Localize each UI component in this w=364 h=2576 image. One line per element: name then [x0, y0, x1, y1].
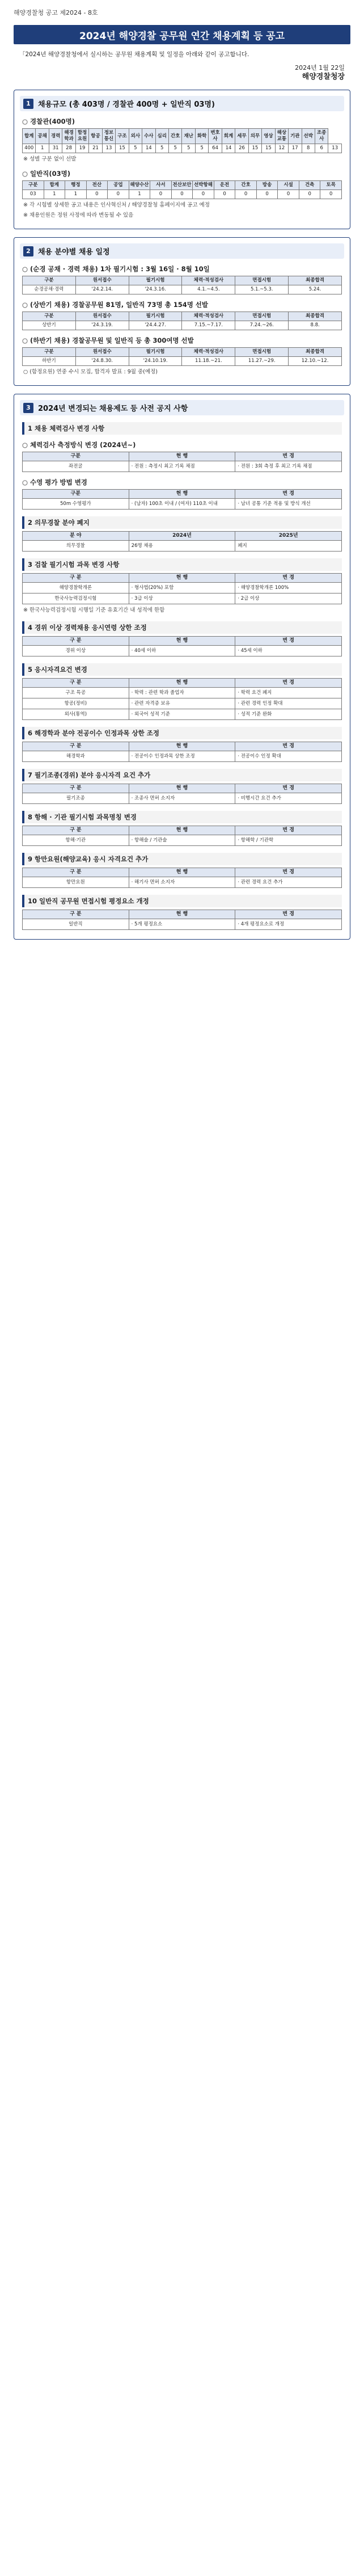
table-header-cell: 기관	[289, 129, 302, 144]
table-cell: 26	[235, 144, 248, 153]
table-cell: 0	[320, 190, 342, 199]
table-cell: · 조종사 면허 소지자	[129, 793, 235, 804]
table-header-cell: 구분	[23, 181, 44, 190]
table-header-cell: 선박	[302, 129, 315, 144]
table-cell: 0	[193, 190, 214, 199]
change-item-9-table	[22, 868, 342, 888]
table-header-cell: 행정	[65, 181, 87, 190]
change-item-7-table	[22, 784, 342, 804]
section-changes	[14, 394, 350, 940]
change-item-8-table	[22, 826, 342, 846]
table-header-cell: 체력·적성검사	[182, 312, 235, 321]
change-item-1b-table	[22, 489, 342, 510]
table-cell: · 전공이수 인정 확대	[235, 751, 342, 762]
table-header-cell: 수사	[142, 129, 155, 144]
table-header-cell: 현 행	[129, 637, 235, 646]
table-header-cell: 세무	[235, 129, 248, 144]
table-header-cell: 정보통신	[102, 129, 115, 144]
table-cell: 14	[222, 144, 235, 153]
table-cell: · 항해학 / 기관학	[235, 835, 342, 846]
table-header-cell: 화학	[195, 129, 208, 144]
table-header-cell: 체력·적성검사	[182, 348, 235, 357]
table-header-cell: 구 분	[23, 574, 129, 583]
table-header-cell: 경력	[49, 129, 62, 144]
general-note-2: ※ 채용인원은 정원 사정에 따라 변동될 수 있음	[23, 212, 134, 218]
table-header-cell: 선박항해	[193, 181, 214, 190]
table-cell: 0	[150, 190, 172, 199]
table-cell: 항공(정비)	[23, 698, 129, 709]
table-header-cell: 면접시험	[235, 276, 289, 285]
table-cell: 03	[23, 190, 44, 199]
table-header-cell: 현 행	[129, 826, 235, 835]
table-cell: · 4개 평정요소로 개정	[235, 919, 342, 930]
table-cell: 5	[155, 144, 168, 153]
table-header-cell: 원서접수	[75, 348, 129, 357]
table-cell: 400	[23, 144, 36, 153]
table-cell: · 관련 자격증 보유	[129, 698, 235, 709]
table-cell: 구조 특공	[23, 688, 129, 698]
table-cell: 좌전굴	[23, 461, 129, 472]
table-header-cell: 간호	[235, 181, 257, 190]
table-cell: · 전공이수 인정과목 상한 조정	[129, 751, 235, 762]
table-cell: 경위 이상	[23, 646, 129, 656]
table-header-cell: 현 행	[129, 868, 235, 877]
date-block	[19, 64, 345, 82]
table-header-cell: 구 분	[23, 742, 129, 751]
table-cell: · 형사법(20%) 포함	[129, 583, 235, 594]
police-note: ※ 성별 구분 없이 선발	[23, 156, 77, 162]
table-header-cell: 면접시험	[235, 348, 289, 357]
issuing-org: 해양경찰청장	[302, 73, 345, 81]
change-item-1-title: 1 채용 체력검사 변경 사항	[22, 422, 342, 435]
table-cell: 4.1.~4.5.	[182, 285, 235, 294]
table-cell: 0	[171, 190, 193, 199]
table-header-cell: 필기시험	[129, 312, 182, 321]
change-item-1a: ○ 체력검사 측정방식 변경 (2024년~)	[22, 441, 136, 449]
table-header-cell: 변호사	[209, 129, 222, 144]
table-header-cell: 필기시험	[129, 276, 182, 285]
table-cell: 8.8.	[289, 321, 342, 330]
change-item-4-table	[22, 636, 342, 656]
section-number: 3	[23, 403, 33, 413]
table-header-cell: 현 행	[129, 574, 235, 583]
table-cell: 폐지	[235, 541, 342, 552]
table-cell: 0	[235, 190, 257, 199]
police-subtitle: ○ 경찰관(400명)	[22, 117, 75, 125]
table-cell: · 40세 이하	[129, 646, 235, 656]
table-cell: 하반기	[23, 357, 76, 366]
table-header-cell: 해경학과	[62, 129, 75, 144]
table-header-cell: 구 분	[23, 679, 129, 688]
table-cell: · (남자) 100초 이내 / (여자) 110초 이내	[129, 499, 235, 510]
table-cell: 15	[262, 144, 275, 153]
change-item-4-title: 4 경위 이상 경력채용 응시연령 상한 조정	[22, 621, 342, 634]
table-header-cell: 외사	[129, 129, 142, 144]
table-cell: 한국사능력검정시험	[23, 594, 129, 604]
table-cell: · 남녀 공통 기준 적용 및 방식 개선	[235, 499, 342, 510]
table-cell: 상반기	[23, 321, 76, 330]
change-item-3-table	[22, 573, 342, 604]
table-header-cell: 토목	[320, 181, 342, 190]
table-header-cell: 필기시험	[129, 348, 182, 357]
table-cell: · 해양경찰학개론 100%	[235, 583, 342, 594]
table-cell: 1	[65, 190, 87, 199]
table-cell: · 학력 : 관련 학과 졸업자	[129, 688, 235, 698]
intro-text: 「2024년 해양경찰청에서 실시하는 공무원 채용계획 및 일정을 아래와 같이 공고합니다.	[19, 51, 249, 58]
table-cell: · 3급 이상	[129, 594, 235, 604]
table-header-cell: 의무	[248, 129, 261, 144]
table-header-cell: 최종합격	[289, 276, 342, 285]
police-table	[22, 128, 342, 153]
schedule-b-title: ○ (상반기 채용) 경찰공무원 81명, 일반직 73명 총 154명 선발	[22, 301, 209, 309]
table-header-cell: 분 야	[23, 532, 129, 541]
table-header-cell: 해양수산	[129, 181, 150, 190]
table-cell: '24.4.27.	[129, 321, 182, 330]
table-cell: 19	[75, 144, 88, 153]
table-header-cell: 2024년	[129, 532, 235, 541]
table-cell: · 2급 이상	[235, 594, 342, 604]
table-header-cell: 영상	[262, 129, 275, 144]
table-header-cell: 구분	[23, 312, 76, 321]
table-cell: · 항해술 / 기관술	[129, 835, 235, 846]
table-header-cell: 건축	[299, 181, 320, 190]
table-cell: 15	[116, 144, 129, 153]
table-cell: 31	[49, 144, 62, 153]
table-cell: 17	[289, 144, 302, 153]
table-header-cell: 현 행	[129, 490, 235, 499]
table-cell: 11.27.~29.	[235, 357, 289, 366]
table-cell: · 5개 평정요소	[129, 919, 235, 930]
table-cell: '24.3.16.	[129, 285, 182, 294]
table-cell: 의무경찰	[23, 541, 129, 552]
table-header-cell: 전산	[86, 181, 108, 190]
table-cell: 13	[102, 144, 115, 153]
table-header-cell: 구분	[23, 276, 76, 285]
table-header-cell: 변 경	[235, 679, 342, 688]
announcement-date: 2024년 1월 22일	[295, 64, 345, 71]
table-header-cell: 변 경	[235, 910, 342, 919]
table-header-cell: 구분	[23, 452, 129, 461]
table-header-cell: 원서접수	[75, 276, 129, 285]
table-header-cell: 최종합격	[289, 312, 342, 321]
announcement-number: 해양경찰청 공고 제2024 - 8호	[14, 9, 98, 16]
table-header-cell: 회계	[222, 129, 235, 144]
table-cell: 21	[89, 144, 102, 153]
table-cell: · 관련 경력 요건 추가	[235, 877, 342, 888]
section-title: 2024년 변경되는 채용제도 등 사전 공지 사항	[38, 405, 188, 413]
change-item-6-title: 6 해경학과 분야 전공이수 인정과목 상한 조정	[22, 727, 342, 739]
change-item-1b: ○ 수영 평가 방법 변경	[22, 478, 87, 486]
table-header-cell: 면접시험	[235, 312, 289, 321]
table-header-cell: 구 분	[23, 826, 129, 835]
table-header-cell: 간호	[168, 129, 181, 144]
table-cell: 6	[315, 144, 328, 153]
section-header	[20, 243, 344, 259]
table-cell: 11.18.~21.	[182, 357, 235, 366]
table-header-cell: 재난	[182, 129, 195, 144]
change-item-10-table	[22, 910, 342, 930]
table-cell: · 외국어 성적 기준	[129, 709, 235, 720]
table-cell: 1	[36, 144, 49, 153]
change-item-2-table	[22, 531, 342, 552]
general-subtitle: ○ 일반직(03명)	[22, 170, 70, 178]
schedule-a-table	[22, 276, 342, 294]
table-cell: 0	[86, 190, 108, 199]
general-note-1: ※ 각 시험별 상세한 공고 내용은 인사혁신처 / 해양경찰청 홈페이지에 공고 예정	[23, 202, 210, 208]
section-header	[20, 96, 344, 111]
table-cell: · 해기사 면허 소지자	[129, 877, 235, 888]
table-cell: 12.10.~12.	[289, 357, 342, 366]
table-cell: 0	[214, 190, 235, 199]
table-cell: 7.24.~26.	[235, 321, 289, 330]
change-item-8-title: 8 항해 · 기관 필기시험 과목명칭 변경	[22, 811, 342, 823]
table-header-cell: 합계	[23, 129, 36, 144]
schedule-c-table	[22, 347, 342, 366]
table-header-cell: 2025년	[235, 532, 342, 541]
table-cell: 12	[275, 144, 288, 153]
change-item-5-title: 5 응시자격요건 변경	[22, 663, 342, 676]
table-cell: 0	[299, 190, 320, 199]
table-cell: 순경공채·경력	[23, 285, 76, 294]
table-header-cell: 현 행	[129, 452, 235, 461]
table-header-cell: 변 경	[235, 574, 342, 583]
table-header-cell: 변 경	[235, 784, 342, 793]
table-cell: '24.8.30.	[75, 357, 129, 366]
table-cell: 0	[278, 190, 299, 199]
table-header-cell: 구 분	[23, 784, 129, 793]
table-header-cell: 공채	[36, 129, 49, 144]
page-title: 2024년 해양경찰 공무원 연간 채용계획 등 공고	[14, 25, 350, 44]
table-header-cell: 변 경	[235, 868, 342, 877]
table-header-cell: 현 행	[129, 679, 235, 688]
table-header-cell: 해상교통	[275, 129, 288, 144]
table-cell: 외사(통역)	[23, 709, 129, 720]
table-cell: 14	[142, 144, 155, 153]
table-cell: 필기조종	[23, 793, 129, 804]
section-title: 채용규모 (총 403명 / 경찰관 400명 + 일반직 03명)	[38, 100, 215, 109]
table-header-cell: 전산보안	[171, 181, 193, 190]
general-table	[22, 180, 342, 199]
table-header-cell: 구조	[116, 129, 129, 144]
table-header-cell: 사서	[150, 181, 172, 190]
table-cell: 28	[62, 144, 75, 153]
table-header-cell: 공업	[108, 181, 129, 190]
table-cell: 5	[168, 144, 181, 153]
schedule-c-note: ○ (함정요원) 연중 수시 모집, 합격자 발표 : 9월 중(예정)	[23, 369, 158, 375]
schedule-c-title: ○ (하반기 채용) 경찰공무원 및 일반직 등 총 300여명 선발	[22, 336, 194, 344]
change-item-1-table	[22, 452, 342, 472]
table-cell: 해양경찰학개론	[23, 583, 129, 594]
table-header-cell: 최종합격	[289, 348, 342, 357]
table-header-cell: 현 행	[129, 784, 235, 793]
table-header-cell: 변 경	[235, 637, 342, 646]
table-cell: 1	[129, 190, 150, 199]
change-item-10-title: 10 일반직 공무원 면접시험 평정요소 개정	[22, 895, 342, 907]
table-header-cell: 심리	[155, 129, 168, 144]
table-cell: · 전원 : 측정시 최고 기록 채점	[129, 461, 235, 472]
table-cell: 13	[328, 144, 342, 153]
table-cell: 7.15.~7.17.	[182, 321, 235, 330]
table-cell: '24.10.19.	[129, 357, 182, 366]
table-header-cell: 변 경	[235, 452, 342, 461]
change-item-3-title: 3 검찰 필기시험 과목 변경 사항	[22, 558, 342, 571]
section-schedule	[14, 237, 350, 386]
change-item-9-title: 9 항만요원(해양교육) 응시 자격요건 추가	[22, 853, 342, 865]
schedule-a-title: ○ (순경 공채 · 경력 채용) 1차 필기시험 : 3월 16일 · 8월 10일	[22, 265, 210, 273]
table-header-cell: 운전	[214, 181, 235, 190]
table-cell: 해경학과	[23, 751, 129, 762]
table-header-cell: 시설	[278, 181, 299, 190]
change-item-7-title: 7 필기조종(경위) 분야 응시자격 요건 추가	[22, 769, 342, 781]
table-cell: 0	[108, 190, 129, 199]
table-cell: '24.2.14.	[75, 285, 129, 294]
table-cell: 항만요원	[23, 877, 129, 888]
table-cell: 5	[129, 144, 142, 153]
section-number: 2	[23, 246, 33, 256]
table-cell: 5	[195, 144, 208, 153]
section-title: 채용 분야별 채용 일정	[38, 248, 110, 256]
table-header-cell: 변 경	[235, 490, 342, 499]
table-cell: 8	[302, 144, 315, 153]
table-cell: 일반직	[23, 919, 129, 930]
schedule-b-table	[22, 312, 342, 330]
section-header	[20, 400, 344, 415]
table-header-cell: 조종사	[315, 129, 328, 144]
table-header-cell: 변 경	[235, 826, 342, 835]
change-item-3-note: ※ 한국사능력검정시험 시행일 기준 유효기간 내 성적에 한함	[23, 607, 165, 613]
table-header-cell: 항공	[89, 129, 102, 144]
table-cell: '24.3.19.	[75, 321, 129, 330]
table-header-cell: 구 분	[23, 868, 129, 877]
table-cell: · 전원 : 3회 측정 후 최고 기록 채점	[235, 461, 342, 472]
table-cell: 1	[44, 190, 65, 199]
change-item-2-title: 2 의무경찰 분야 폐지	[22, 516, 342, 529]
change-item-5-table	[22, 678, 342, 720]
table-cell: 5.24.	[289, 285, 342, 294]
table-header-cell: 변 경	[235, 742, 342, 751]
table-cell: · 성적 기준 완화	[235, 709, 342, 720]
table-cell: 15	[248, 144, 261, 153]
table-header-cell: 원서접수	[75, 312, 129, 321]
table-header-cell: 구분	[23, 348, 76, 357]
table-header-cell: 구 분	[23, 637, 129, 646]
table-cell: · 45세 이하	[235, 646, 342, 656]
table-cell: 5.1.~5.3.	[235, 285, 289, 294]
table-cell: 항해·기관	[23, 835, 129, 846]
table-cell: 5	[182, 144, 195, 153]
table-header-cell: 현 행	[129, 910, 235, 919]
section-recruitment-scale	[14, 90, 350, 229]
table-cell: 0	[256, 190, 278, 199]
table-header-cell: 체력·적성검사	[182, 276, 235, 285]
table-cell: 50m 수영평가	[23, 499, 129, 510]
table-cell: · 비행시간 요건 추가	[235, 793, 342, 804]
section-number: 1	[23, 99, 33, 109]
table-header-cell: 구분	[23, 490, 129, 499]
table-cell: · 학력 요건 폐지	[235, 688, 342, 698]
table-cell: 26명 채용	[129, 541, 235, 552]
table-cell: 64	[209, 144, 222, 153]
table-header-cell: 구 분	[23, 910, 129, 919]
change-item-6-table	[22, 742, 342, 762]
table-cell: · 관련 경력 인정 확대	[235, 698, 342, 709]
table-header-cell: 합계	[44, 181, 65, 190]
table-header-cell: 방송	[256, 181, 278, 190]
table-header-cell: 함정요원	[75, 129, 88, 144]
table-header-cell: 현 행	[129, 742, 235, 751]
